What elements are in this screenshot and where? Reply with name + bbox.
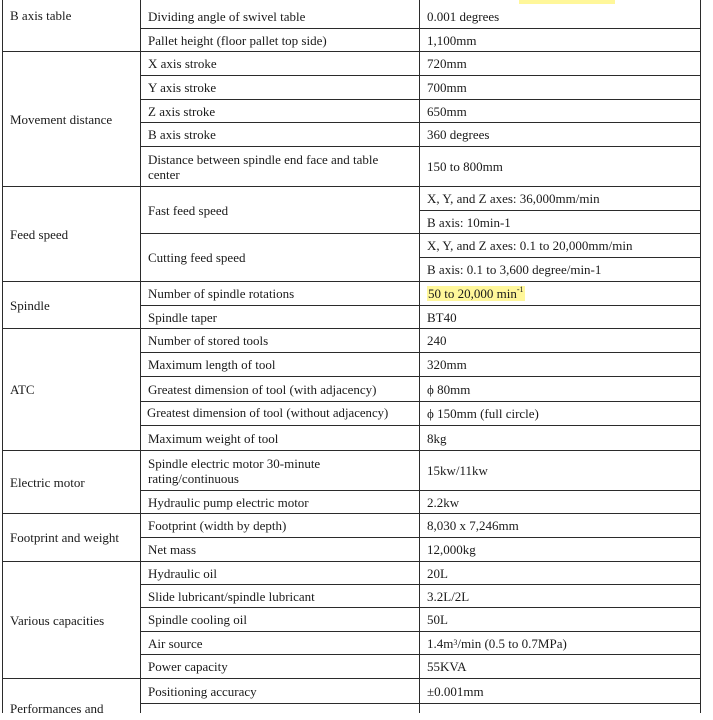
group-label: ATC <box>10 382 35 397</box>
item-value: BT40 <box>427 309 457 325</box>
item-label: B axis stroke <box>148 127 216 142</box>
grid-line <box>141 703 701 704</box>
item-value: 360 degrees <box>427 127 490 142</box>
item-label: Hydraulic pump electric motor <box>148 494 309 510</box>
group-label: Electric motor <box>10 474 85 490</box>
item-value: 12,000kg <box>427 542 476 557</box>
group-label: Movement distance <box>10 111 113 127</box>
group-label: B axis table <box>10 7 72 23</box>
item-label: Cutting feed speed <box>148 250 246 265</box>
item-value: 700mm <box>427 80 467 95</box>
item-value: ±0.001mm <box>427 683 484 699</box>
item-label: Slide lubricant/spindle lubricant <box>148 588 315 604</box>
item-label: Spindle cooling oil <box>148 612 247 627</box>
item-value: 8,030 x 7,246mm <box>427 518 519 533</box>
item-label: Maximum length of tool <box>148 357 276 372</box>
item-value: X, Y, and Z axes: 0.1 to 20,000mm/min <box>427 238 633 253</box>
item-label: Maximum weight of tool <box>148 430 279 446</box>
item-value: 2.2kw <box>427 494 460 510</box>
group-label: Footprint and weight <box>10 530 120 545</box>
item-value: 720mm <box>427 56 467 71</box>
value-main: 50 to 20,000 min <box>428 286 517 301</box>
item-label: Power capacity <box>148 659 228 674</box>
group-label: Feed speed <box>10 226 69 242</box>
item-label: Hydraulic oil <box>148 565 217 581</box>
item-value: 240 <box>427 333 447 348</box>
item-value <box>420 282 700 305</box>
item-label: Spindle taper <box>148 309 217 325</box>
group-label: Performances and <box>10 700 104 716</box>
value-superscript: -1 <box>516 285 524 294</box>
item-label: Footprint (width by depth) <box>148 518 287 533</box>
item-label: Spindle electric motor 30-minute rating/continuous <box>148 455 321 486</box>
item-label: Greatest dimension of tool (without adjacency) <box>147 406 389 420</box>
item-label: Air source <box>148 635 203 651</box>
item-value: 150 to 800mm <box>427 159 503 174</box>
item-value: 650mm <box>427 103 467 119</box>
group-label: Various capacities <box>10 612 105 628</box>
item-value: 55KVA <box>427 659 467 674</box>
item-label: Positioning accuracy <box>148 683 257 699</box>
item-value: B axis: 0.1 to 3,600 degree/min-1 <box>427 262 602 277</box>
item-label: Dividing angle of swivel table <box>148 8 306 24</box>
item-value: 15kw/11kw <box>427 463 488 478</box>
highlighted-value <box>427 286 525 301</box>
item-value: ϕ 150mm (full circle) <box>427 406 539 421</box>
item-value: 0.001 degrees <box>427 8 500 24</box>
value-tail: /min (0.5 to 0.7MPa) <box>457 635 567 651</box>
item-label: X axis stroke <box>148 56 217 71</box>
value-main: 1.4m <box>427 635 454 651</box>
item-label: Pallet height (floor pallet top side) <box>148 32 327 48</box>
item-value: 50L <box>427 612 448 627</box>
group-label: Spindle <box>10 297 50 313</box>
item-value: 3.2L/2L <box>427 588 470 604</box>
item-label: Number of stored tools <box>148 333 269 348</box>
item-label: Distance between spindle end face and table center <box>148 151 379 182</box>
item-value: 1,100mm <box>427 32 477 48</box>
item-label: Greatest dimension of tool (with adjacency) <box>148 381 377 397</box>
item-value: 1.4m 3 /min (0.5 to 0.7MPa) <box>427 635 567 651</box>
item-value: 320mm <box>427 357 467 372</box>
item-value: 8kg <box>427 430 447 446</box>
item-value: 20L <box>427 565 448 581</box>
item-label: Fast feed speed <box>148 202 229 218</box>
item-value: X, Y, and Z axes: 36,000mm/min <box>427 191 600 206</box>
item-label: Net mass <box>148 542 197 557</box>
item-value: B axis: 10min-1 <box>427 214 511 230</box>
item-label: Y axis stroke <box>148 80 217 95</box>
item-value: ϕ 80mm <box>427 381 471 397</box>
item-label: Number of spindle rotations <box>148 286 295 301</box>
item-label: Z axis stroke <box>148 103 216 119</box>
